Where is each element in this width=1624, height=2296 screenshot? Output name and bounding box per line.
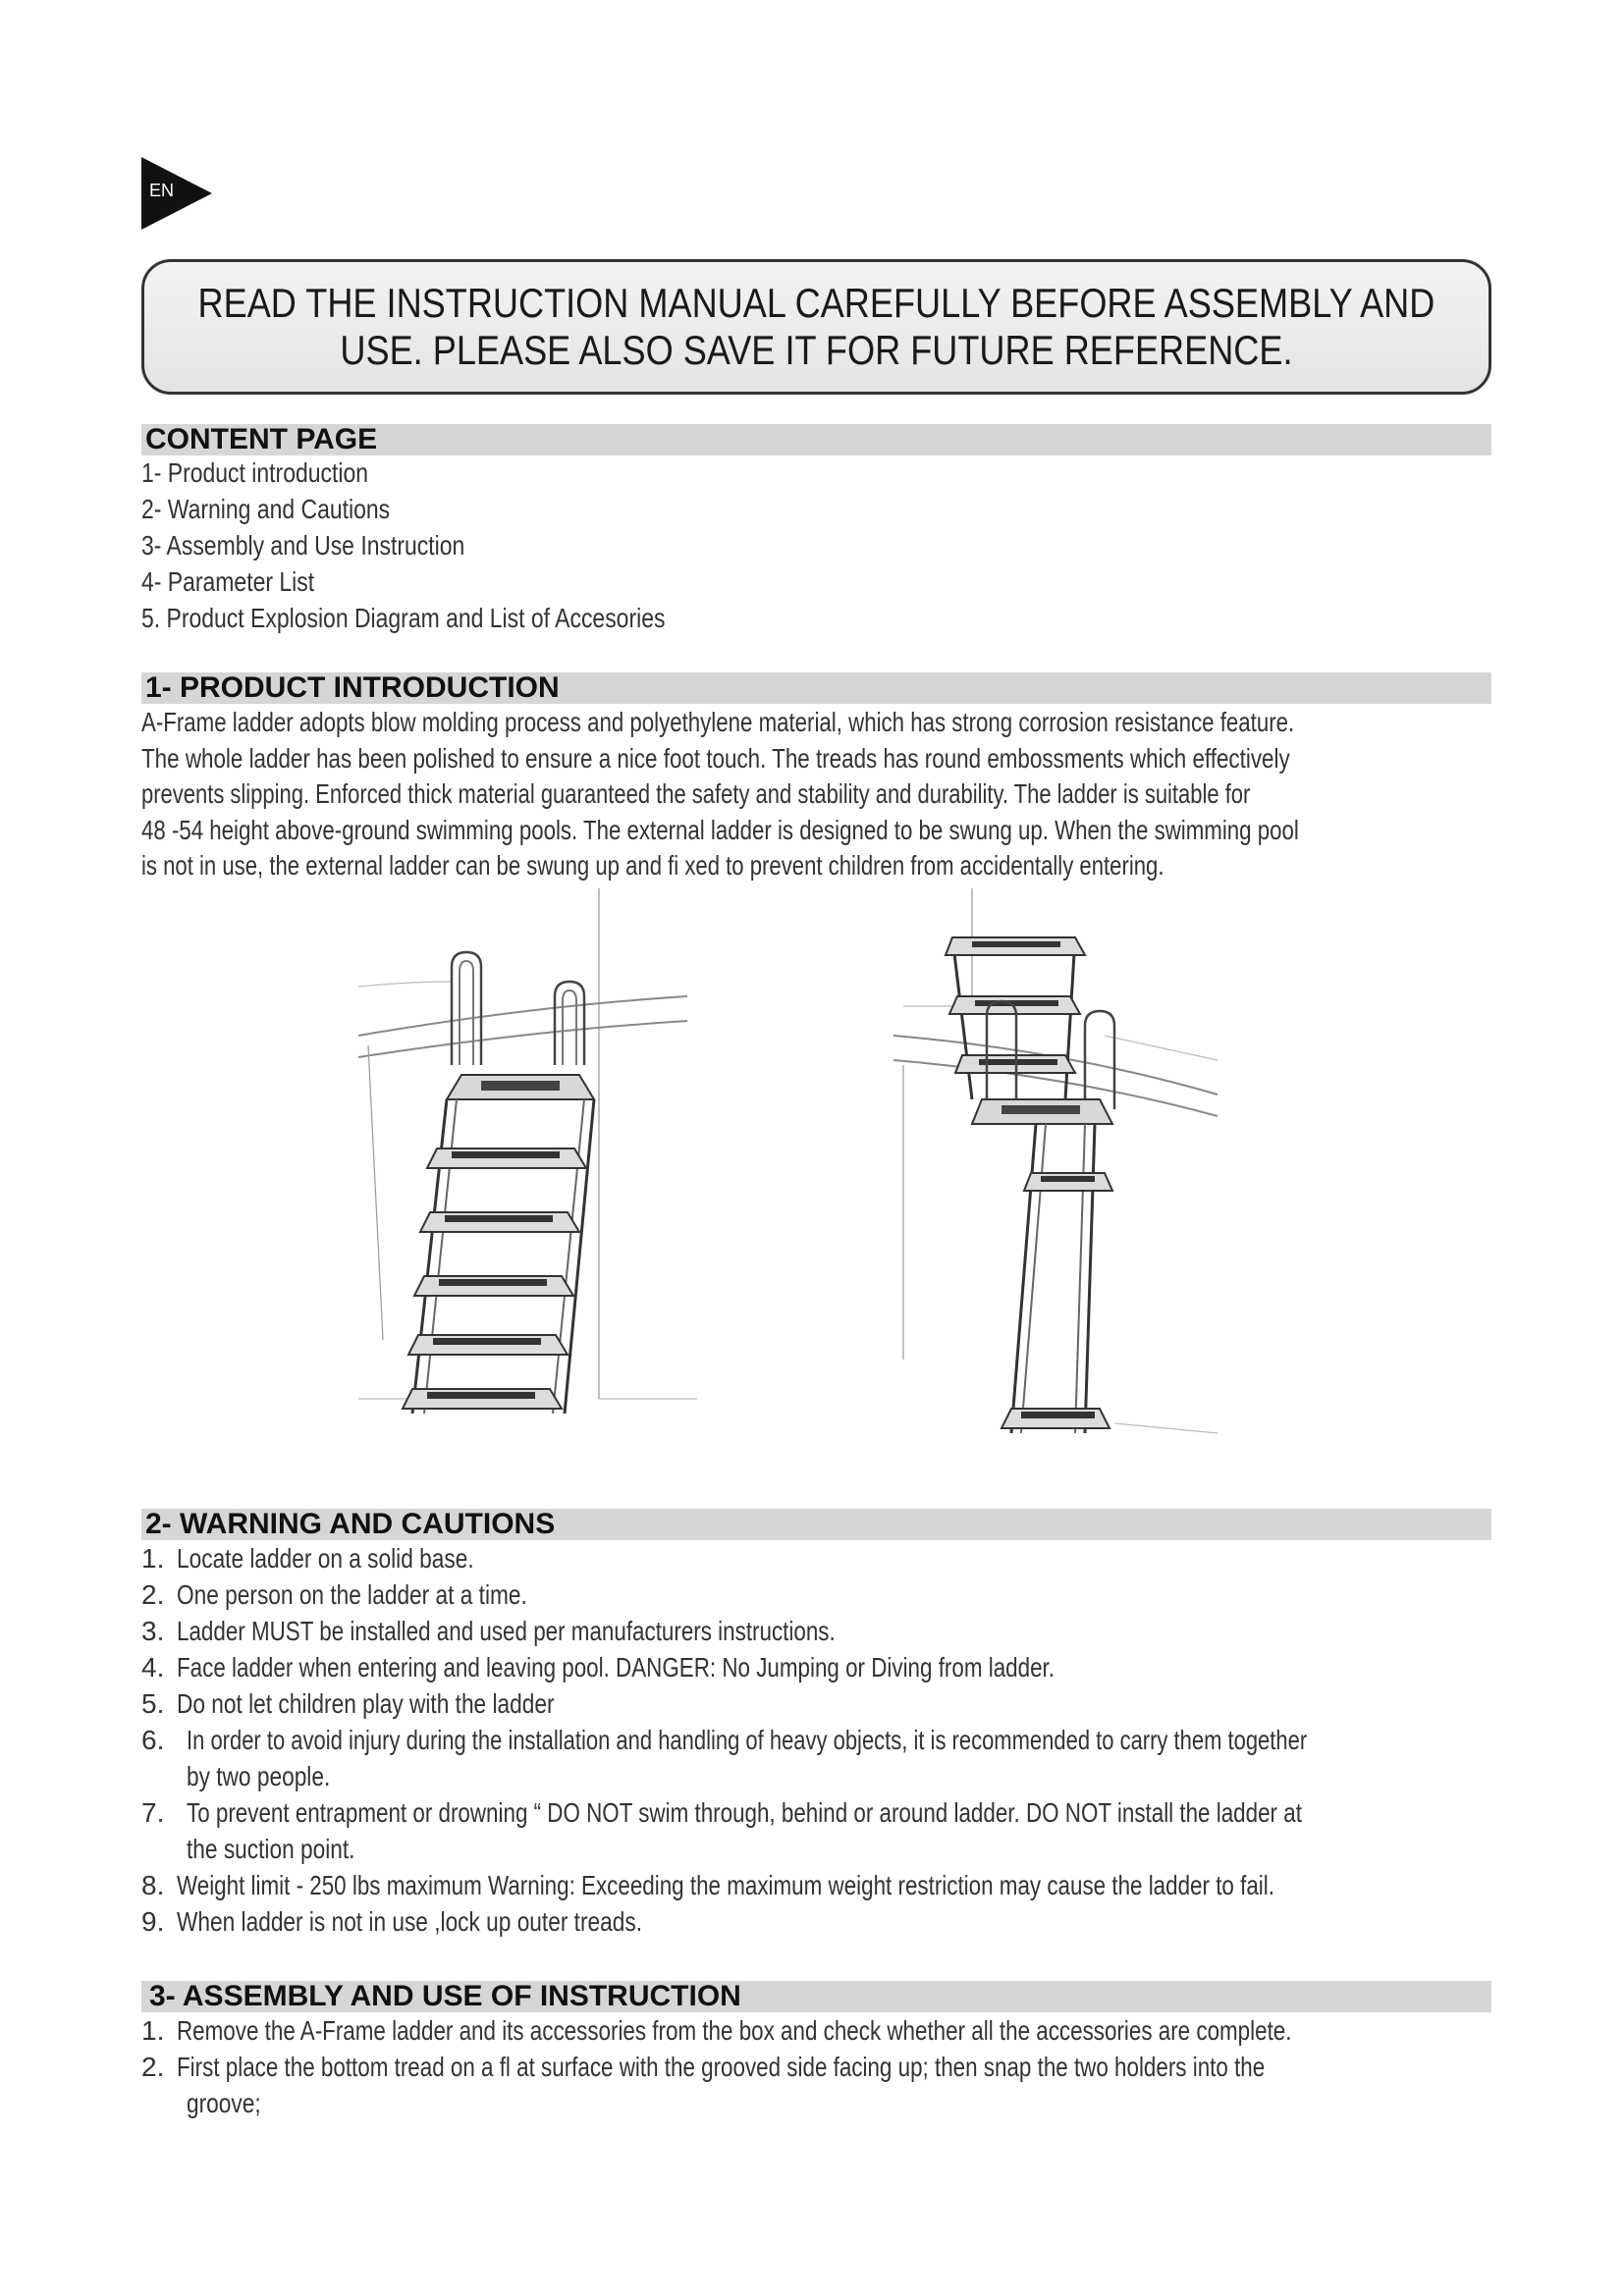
intro-line: 48 -54 height above-ground swimming pools. The external ladder is designed to be swung up. When the swimming pool — [141, 814, 1299, 845]
warning-item — [141, 1540, 1496, 1576]
content-list — [141, 454, 1496, 636]
warnings-list — [141, 1540, 1496, 1940]
item-number: 2. — [141, 2052, 165, 2082]
item-text: Ladder MUST be installed and used per manufacturers instructions. — [177, 1616, 836, 1646]
intro-line: The whole ladder has been polished to ensure a nice foot touch. The treads has round embossments which effectively — [141, 742, 1290, 774]
warning-item — [141, 1649, 1496, 1685]
assembly-item — [141, 2012, 1496, 2049]
item-text: To prevent entrapment or drowning “ DO NOT swim through, behind or around ladder. DO NOT install the ladder at — [187, 1797, 1302, 1828]
item-number: 1. — [141, 1543, 165, 1574]
item-number: 5. — [141, 1688, 165, 1719]
warning-item — [141, 1867, 1496, 1903]
warning-item — [141, 1903, 1496, 1940]
item-number: 3. — [141, 1616, 165, 1646]
warning-item — [141, 1794, 1496, 1867]
item-number: 8. — [141, 1870, 165, 1900]
item-number: 1. — [141, 2015, 165, 2046]
notice-line-1: READ THE INSTRUCTION MANUAL CAREFULLY BEFORE ASSEMBLY AND — [197, 280, 1435, 326]
item-text: In order to avoid injury during the installation and handling of heavy objects, it is recommended to carry them together — [187, 1725, 1308, 1755]
product-intro-heading-bar — [141, 672, 1491, 704]
assembly-item — [141, 2049, 1496, 2121]
item-text: When ladder is not in use ,lock up outer treads. — [177, 1906, 643, 1937]
item-text: Face ladder when entering and leaving pool. DANGER: No Jumping or Diving from ladder. — [177, 1652, 1055, 1682]
item-text: Remove the A-Frame ladder and its accessories from the box and check whether all the accessories are complete. — [177, 2015, 1292, 2046]
content-item: 3- Assembly and Use Instruction — [141, 530, 465, 561]
item-number: 6. — [141, 1725, 165, 1755]
item-text: First place the bottom tread on a fl at surface with the grooved side facing up; then snap the two holders into the — [177, 2052, 1266, 2082]
item-text: by two people. — [187, 1761, 331, 1791]
item-number: 2. — [141, 1579, 165, 1610]
intro-line: is not in use, the external ladder can be swung up and fi xed to prevent children from accidentally entering. — [141, 850, 1164, 881]
warning-item — [141, 1613, 1496, 1649]
item-text: groove; — [187, 2088, 261, 2118]
item-number: 9. — [141, 1906, 165, 1937]
warning-item — [141, 1576, 1496, 1613]
warning-item — [141, 1685, 1496, 1722]
item-text: Locate ladder on a solid base. — [177, 1543, 474, 1574]
intro-line: A-Frame ladder adopts blow molding process and polyethylene material, which has strong corrosion resistance feature. — [141, 707, 1295, 737]
assembly-list — [141, 2012, 1496, 2121]
assembly-heading-bar — [141, 1981, 1491, 2012]
warnings-heading: 2- WARNING AND CAUTIONS — [145, 1508, 556, 1540]
notice-box — [141, 259, 1491, 395]
intro-line: prevents slipping. Enforced thick material guaranteed the safety and stability and durability. The ladder is suitable for — [141, 778, 1251, 809]
product-intro-paragraph — [141, 705, 1491, 884]
warning-item — [141, 1722, 1496, 1794]
content-page-heading: CONTENT PAGE — [145, 423, 378, 455]
ladder-illustration-installed — [353, 888, 717, 1448]
item-text: Do not let children play with the ladder — [177, 1688, 555, 1719]
content-page-heading-bar — [141, 424, 1491, 455]
notice-text — [198, 280, 1435, 374]
content-item: 5. Product Explosion Diagram and List of Accesories — [141, 603, 666, 633]
language-label: EN — [149, 181, 175, 200]
content-item: 2- Warning and Cautions — [141, 494, 391, 524]
item-text: One person on the ladder at a time. — [177, 1579, 527, 1610]
item-number: 7. — [141, 1797, 165, 1828]
warnings-heading-bar — [141, 1509, 1491, 1540]
item-number: 4. — [141, 1652, 165, 1682]
language-tab — [141, 157, 212, 230]
ladder-illustration-swung-up — [889, 888, 1227, 1448]
assembly-heading: 3- ASSEMBLY AND USE OF INSTRUCTION — [149, 1980, 741, 2012]
product-intro-heading: 1- PRODUCT INTRODUCTION — [145, 671, 560, 704]
item-text: Weight limit - 250 lbs maximum Warning: Exceeding the maximum weight restriction may cause the ladder to fail. — [177, 1870, 1274, 1900]
content-item: 1- Product introduction — [141, 457, 369, 488]
content-item: 4- Parameter List — [141, 566, 315, 597]
item-text: the suction point. — [187, 1834, 355, 1864]
notice-line-2: USE. PLEASE ALSO SAVE IT FOR FUTURE REFERENCE. — [340, 327, 1293, 373]
